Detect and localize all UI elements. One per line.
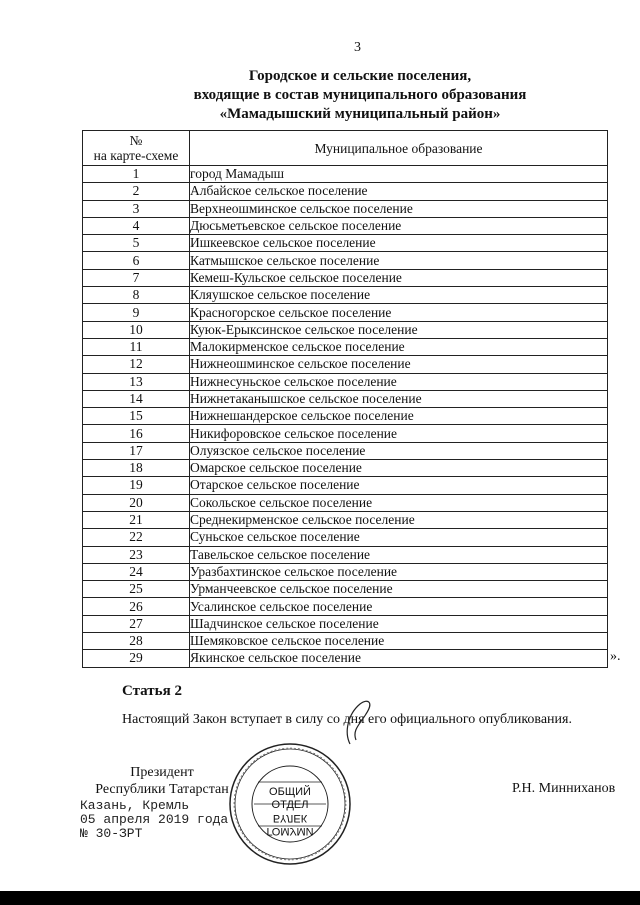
row-map-number: 15 bbox=[83, 408, 190, 425]
row-municipality-name: Ишкеевское сельское поселение bbox=[190, 235, 608, 252]
row-municipality-name: Красногорское сельское поселение bbox=[190, 304, 608, 321]
table-row bbox=[83, 287, 608, 304]
row-map-number: 4 bbox=[83, 217, 190, 234]
table-row bbox=[83, 338, 608, 355]
heading-line-1: Городское и сельские поселения, bbox=[248, 68, 472, 84]
stamp-text-3: БҮЛЕК bbox=[272, 812, 308, 824]
table-row bbox=[83, 563, 608, 580]
official-stamp bbox=[228, 742, 352, 866]
row-municipality-name: Омарское сельское поселение bbox=[190, 460, 608, 477]
table-row bbox=[83, 390, 608, 407]
table-row bbox=[83, 494, 608, 511]
row-map-number: 23 bbox=[83, 546, 190, 563]
row-municipality-name: Тавельское сельское поселение bbox=[190, 546, 608, 563]
table-row bbox=[83, 200, 608, 217]
table-row bbox=[83, 581, 608, 598]
row-municipality-name: Нижнесуньское сельское поселение bbox=[190, 373, 608, 390]
row-map-number: 14 bbox=[83, 390, 190, 407]
row-municipality-name: Нижнешандерское сельское поселение bbox=[190, 408, 608, 425]
table-row bbox=[83, 252, 608, 269]
row-map-number: 24 bbox=[83, 563, 190, 580]
issue-details bbox=[80, 799, 228, 841]
heading-line-3: «Мамадышский муниципальный район» bbox=[219, 106, 501, 122]
table-row bbox=[83, 633, 608, 650]
row-municipality-name: Албайское сельское поселение bbox=[190, 183, 608, 200]
row-municipality-name: Олуязское сельское поселение bbox=[190, 442, 608, 459]
table-row bbox=[83, 598, 608, 615]
row-municipality-name: Усалинское сельское поселение bbox=[190, 598, 608, 615]
row-map-number: 17 bbox=[83, 442, 190, 459]
issue-date: 05 апреля 2019 года bbox=[80, 812, 229, 827]
row-map-number: 10 bbox=[83, 321, 190, 338]
table-header-row bbox=[83, 131, 608, 166]
row-map-number: 29 bbox=[83, 650, 190, 667]
scan-bottom-border bbox=[0, 891, 640, 905]
row-map-number: 2 bbox=[83, 183, 190, 200]
table-row bbox=[83, 442, 608, 459]
row-municipality-name: Куюк-Ерыксинское сельское поселение bbox=[190, 321, 608, 338]
row-map-number: 11 bbox=[83, 338, 190, 355]
row-map-number: 6 bbox=[83, 252, 190, 269]
row-map-number: 3 bbox=[83, 200, 190, 217]
table-row bbox=[83, 546, 608, 563]
table-row bbox=[83, 460, 608, 477]
row-municipality-name: Малокирменское сельское поселение bbox=[190, 338, 608, 355]
row-municipality-name: город Мамадыш bbox=[190, 166, 608, 183]
row-map-number: 21 bbox=[83, 511, 190, 528]
issue-place: Казань, Кремль bbox=[80, 798, 190, 813]
row-map-number: 1 bbox=[83, 166, 190, 183]
document-heading bbox=[80, 67, 640, 124]
table-row bbox=[83, 408, 608, 425]
table-row bbox=[83, 217, 608, 234]
row-map-number: 27 bbox=[83, 615, 190, 632]
row-municipality-name: Шадчинское сельское поселение bbox=[190, 615, 608, 632]
signer-title-line-2: Республики Татарстан bbox=[95, 782, 229, 797]
table-row bbox=[83, 650, 608, 667]
row-municipality-name: Отарское сельское поселение bbox=[190, 477, 608, 494]
header-num-caption: на карте-схеме bbox=[93, 148, 179, 163]
article-text: Настоящий Закон вступает в силу со дня его официального опубликования. bbox=[122, 712, 572, 727]
table-row bbox=[83, 425, 608, 442]
header-num-symbol: № bbox=[129, 133, 143, 148]
row-map-number: 26 bbox=[83, 598, 190, 615]
table-row bbox=[83, 269, 608, 286]
row-municipality-name: Уразбахтинское сельское поселение bbox=[190, 563, 608, 580]
table-row bbox=[83, 356, 608, 373]
table-row bbox=[83, 235, 608, 252]
row-municipality-name: Катмышское сельское поселение bbox=[190, 252, 608, 269]
row-map-number: 18 bbox=[83, 460, 190, 477]
row-municipality-name: Нижнетаканышское сельское поселение bbox=[190, 390, 608, 407]
table-row bbox=[83, 529, 608, 546]
row-municipality-name: Якинское сельское поселение bbox=[190, 650, 608, 667]
table-row bbox=[83, 166, 608, 183]
signer-title bbox=[82, 764, 242, 798]
issue-number: № 30-ЗРТ bbox=[80, 826, 143, 841]
row-municipality-name: Среднекирменское сельское поселение bbox=[190, 511, 608, 528]
stamp-text-4: ГОМУМИ bbox=[266, 825, 314, 837]
row-map-number: 16 bbox=[83, 425, 190, 442]
row-map-number: 7 bbox=[83, 269, 190, 286]
stamp-text-2: ОТДЕЛ bbox=[271, 799, 309, 811]
row-municipality-name: Дюсьметьевское сельское поселение bbox=[190, 217, 608, 234]
table-row bbox=[83, 183, 608, 200]
row-map-number: 8 bbox=[83, 287, 190, 304]
row-municipality-name: Сокольское сельское поселение bbox=[190, 494, 608, 511]
page-number: 3 bbox=[354, 40, 361, 55]
row-map-number: 5 bbox=[83, 235, 190, 252]
table-row bbox=[83, 321, 608, 338]
row-municipality-name: Нижнеошминское сельское поселение bbox=[190, 356, 608, 373]
table-row bbox=[83, 477, 608, 494]
row-map-number: 28 bbox=[83, 633, 190, 650]
row-municipality-name: Кемеш-Кульское сельское поселение bbox=[190, 269, 608, 286]
row-map-number: 19 bbox=[83, 477, 190, 494]
stamp-text-1: ОБЩИЙ bbox=[269, 786, 311, 798]
row-municipality-name: Кляушское сельское поселение bbox=[190, 287, 608, 304]
article-title: Статья 2 bbox=[122, 683, 182, 699]
heading-line-2: входящие в состав муниципального образования bbox=[193, 87, 527, 103]
row-municipality-name: Верхнеошминское сельское поселение bbox=[190, 200, 608, 217]
municipalities-table bbox=[82, 130, 608, 668]
table-row bbox=[83, 373, 608, 390]
row-municipality-name: Суньское сельское поселение bbox=[190, 529, 608, 546]
row-map-number: 22 bbox=[83, 529, 190, 546]
table-row bbox=[83, 304, 608, 321]
row-map-number: 9 bbox=[83, 304, 190, 321]
closing-quote: ». bbox=[610, 649, 621, 664]
row-municipality-name: Никифоровское сельское поселение bbox=[190, 425, 608, 442]
row-map-number: 13 bbox=[83, 373, 190, 390]
header-map-number bbox=[83, 131, 190, 166]
table-row bbox=[83, 615, 608, 632]
header-municipality: Муниципальное образование bbox=[190, 131, 608, 166]
row-map-number: 20 bbox=[83, 494, 190, 511]
signer-name: Р.Н. Минниханов bbox=[512, 781, 616, 796]
signer-title-line-1: Президент bbox=[130, 765, 194, 780]
row-map-number: 25 bbox=[83, 581, 190, 598]
row-municipality-name: Урманчеевское сельское поселение bbox=[190, 581, 608, 598]
row-municipality-name: Шемяковское сельское поселение bbox=[190, 633, 608, 650]
table-body bbox=[83, 166, 608, 668]
signature-mark bbox=[330, 696, 390, 746]
row-map-number: 12 bbox=[83, 356, 190, 373]
table-row bbox=[83, 511, 608, 528]
